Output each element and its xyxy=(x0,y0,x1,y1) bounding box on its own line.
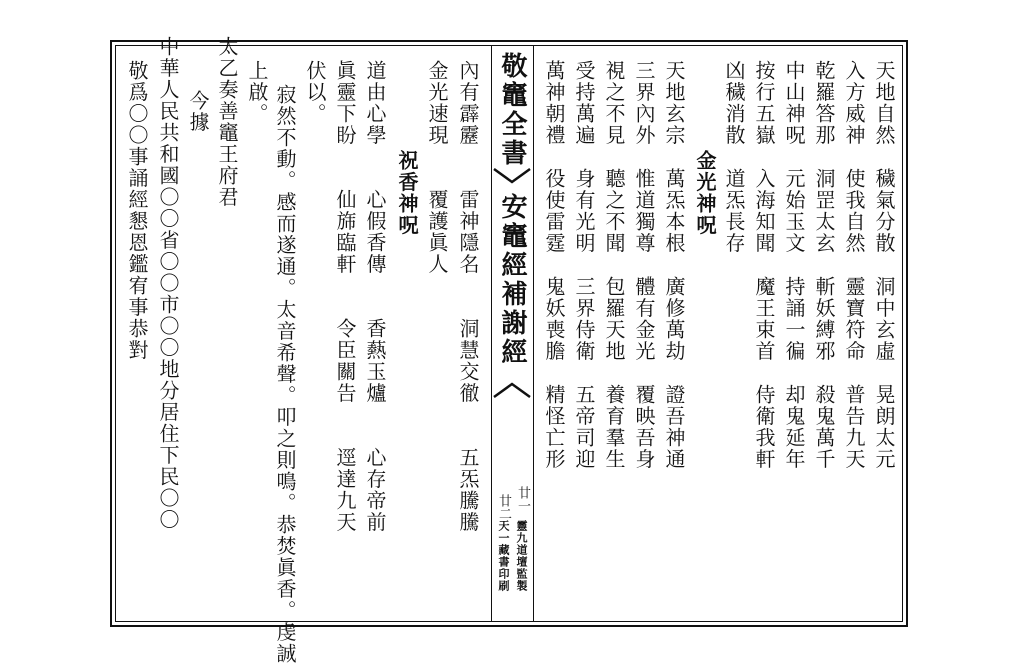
page-number-left: 廿一 xyxy=(515,486,530,512)
verse-phrase: 鬼妖喪膽 xyxy=(542,276,566,362)
book-title: 敬竈全書 xyxy=(497,52,527,168)
verse-phrase: 廣修萬劫 xyxy=(662,276,686,362)
fish-tail-top-icon xyxy=(493,168,531,184)
section-heading: 金光神呪 xyxy=(693,150,717,236)
verse-phrase: 聽之不聞 xyxy=(602,168,626,254)
verse-phrase: 持誦一徧 xyxy=(782,276,806,362)
verse-phrase: 入方威神 xyxy=(842,60,866,146)
verse-phrase: 普告九天 xyxy=(842,384,866,470)
verse-phrase: 侍衛我軒 xyxy=(752,384,776,470)
verse-phrase: 却鬼延年 xyxy=(782,384,806,470)
verse-phrase: 身有光明 xyxy=(572,168,596,254)
verse-phrase: 天地自然 xyxy=(872,60,896,146)
text-column: 敬爲〇〇事誦經懇恩鑑宥事恭對 xyxy=(125,60,149,361)
verse-phrase: 洞罡太玄 xyxy=(812,168,836,254)
verse-phrase: 乾羅答那 xyxy=(812,60,836,146)
verse-phrase: 元始玉文 xyxy=(782,168,806,254)
verse-phrase: 覆映吾身 xyxy=(632,384,656,470)
page-number-right: 廿二 xyxy=(496,494,511,520)
text-column: 今據 xyxy=(186,90,210,133)
verse-phrase: 役使雷霆 xyxy=(542,168,566,254)
verse-phrase: 證吾神通 xyxy=(662,384,686,470)
verse-phrase: 萬炁本根 xyxy=(662,168,686,254)
verse-phrase: 按行五嶽 xyxy=(752,60,776,146)
verse-phrase: 使我自然 xyxy=(842,168,866,254)
text-column: 道由心學 心假香傳 香爇玉爐 心存帝前 xyxy=(363,60,387,533)
text-column: 內有霹靂 雷神隱名 洞慧交徹 五炁騰騰 xyxy=(456,60,480,533)
verse-phrase: 精怪亡形 xyxy=(542,384,566,470)
text-column: 上啟。 xyxy=(245,60,269,125)
verse-phrase: 靈寶符命 xyxy=(842,276,866,362)
fish-tail-bottom-icon xyxy=(493,382,531,398)
verse-phrase: 入海知聞 xyxy=(752,168,776,254)
verse-phrase: 包羅天地 xyxy=(602,276,626,362)
text-column: 金光速現 覆護眞人 xyxy=(425,60,449,275)
publisher-mark-2: 天一藏書印刷 xyxy=(497,520,510,592)
text-column: 眞靈下盼 仙旆臨軒 令臣關告 逕達九天 xyxy=(333,60,357,533)
text-column: 寂然不動。感而遂通。太音希聲。叩之則鳴。恭焚眞香。虔誠 xyxy=(273,84,297,665)
section-heading: 祝香神呪 xyxy=(395,150,419,236)
verse-phrase: 魔王束首 xyxy=(752,276,776,362)
verse-phrase: 天地玄宗 xyxy=(662,60,686,146)
spine-left-rule xyxy=(491,45,492,622)
text-column: 伏以。 xyxy=(303,60,327,125)
verse-phrase: 殺鬼萬千 xyxy=(812,384,836,470)
text-column: 太乙奏善竈王府君 xyxy=(215,36,239,208)
verse-phrase: 斬妖縛邪 xyxy=(812,276,836,362)
spine-right-rule xyxy=(533,45,534,622)
verse-phrase: 惟道獨尊 xyxy=(632,168,656,254)
verse-phrase: 體有金光 xyxy=(632,276,656,362)
text-column: 中華人民共和國〇〇省〇〇市〇〇地分居住下民〇〇 xyxy=(156,36,180,531)
verse-phrase: 受持萬遍 xyxy=(572,60,596,146)
verse-phrase: 五帝司迎 xyxy=(572,384,596,470)
verse-phrase: 三界內外 xyxy=(632,60,656,146)
chapter-title: 安竈經補謝經 xyxy=(497,193,527,367)
verse-phrase: 凶穢消散 xyxy=(722,60,746,146)
verse-phrase: 洞中玄虛 xyxy=(872,276,896,362)
verse-phrase: 萬神朝禮 xyxy=(542,60,566,146)
verse-phrase: 晃朗太元 xyxy=(872,384,896,470)
verse-phrase: 養育羣生 xyxy=(602,384,626,470)
publisher-mark-1: 靈九道壇監製 xyxy=(515,520,528,592)
verse-phrase: 視之不見 xyxy=(602,60,626,146)
verse-phrase: 中山神呪 xyxy=(782,60,806,146)
verse-phrase: 三界侍衛 xyxy=(572,276,596,362)
verse-phrase: 穢氣分散 xyxy=(872,168,896,254)
verse-phrase: 道炁長存 xyxy=(722,168,746,254)
